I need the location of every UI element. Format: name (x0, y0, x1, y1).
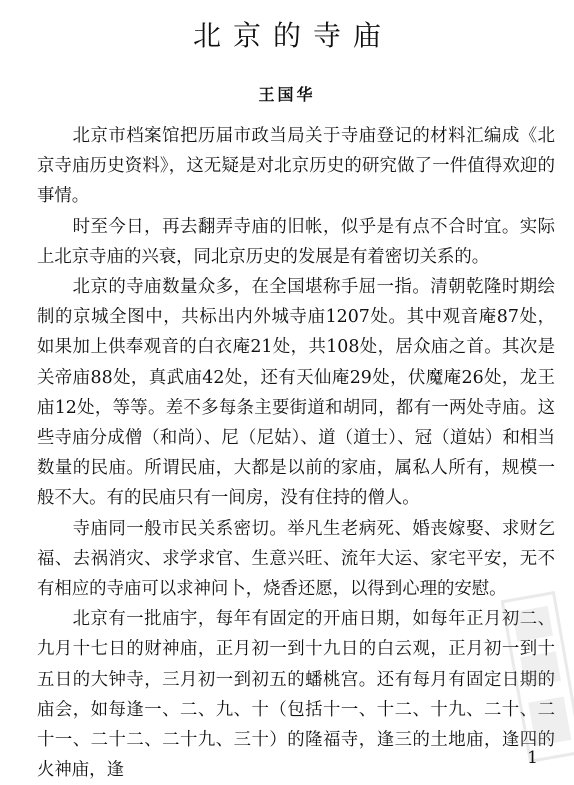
article-body (37, 121, 555, 785)
paragraph-4: 寺庙同一般市民关系密切。举凡生老病死、婚丧嫁娶、求财乞福、去祸消灾、求学求官、生意兴旺、流年大运、家宅平安，无不有相应的寺庙可以求神问卜，烧香还愿，以得到心理的安慰。 (37, 518, 555, 600)
paragraph-3: 北京的寺庙数量众多，在全国堪称手屈一指。清朝乾隆时期绘制的京城全图中，共标出内外城寺庙1207处。其中观音庵87处，如果加上供奉观音的白衣庵21处，共108处，居众庙之首。其次是关帝庙88处，真武庙42处，还有天仙庵29处，伏魔庵26处，龙王庙12处，等等。差不多每条主要街道和胡同，都有一两处寺庙。这些寺庙分成僧（和尚）、尼（尼姑）、道（道士）、冠（道姑）和相当数量的民庙。所谓民庙，大都是以前的家庙，属私人所有，规模一般不大。有的民庙只有一间房，没有住持的僧人。 (37, 277, 555, 509)
paragraph-1: 北京市档案馆把历届市政当局关于寺庙登记的材料汇编成《北京寺庙历史资料》，这无疑是对北京历史的研究做了一件值得欢迎的事情。 (37, 126, 555, 207)
author-name: 王国华 (258, 85, 316, 104)
document-title: 北京的寺庙 (192, 19, 393, 52)
page-number: 1 (527, 748, 538, 768)
paragraph-5: 北京有一批庙宇，每年有固定的开庙日期，如每年正月初二、九月十七日的财神庙，正月初一到十九日的白云观，正月初一到十五日的大钟寺，三月初一到初五的蟠桃宫。还有每月有固定日期的庙会，如每逢一、二、九、十（包括十一、十二、十九、二十、二十一、二十二、二十九、三十）的隆福寺，逢三的土地庙，逢四的火神庙，逢 (37, 609, 555, 781)
paragraph-2: 时至今日，再去翻弄寺庙的旧帐，似乎是有点不合时宜。实际上北京寺庙的兴衰，同北京历史的发展是有着密切关系的。 (37, 216, 555, 267)
